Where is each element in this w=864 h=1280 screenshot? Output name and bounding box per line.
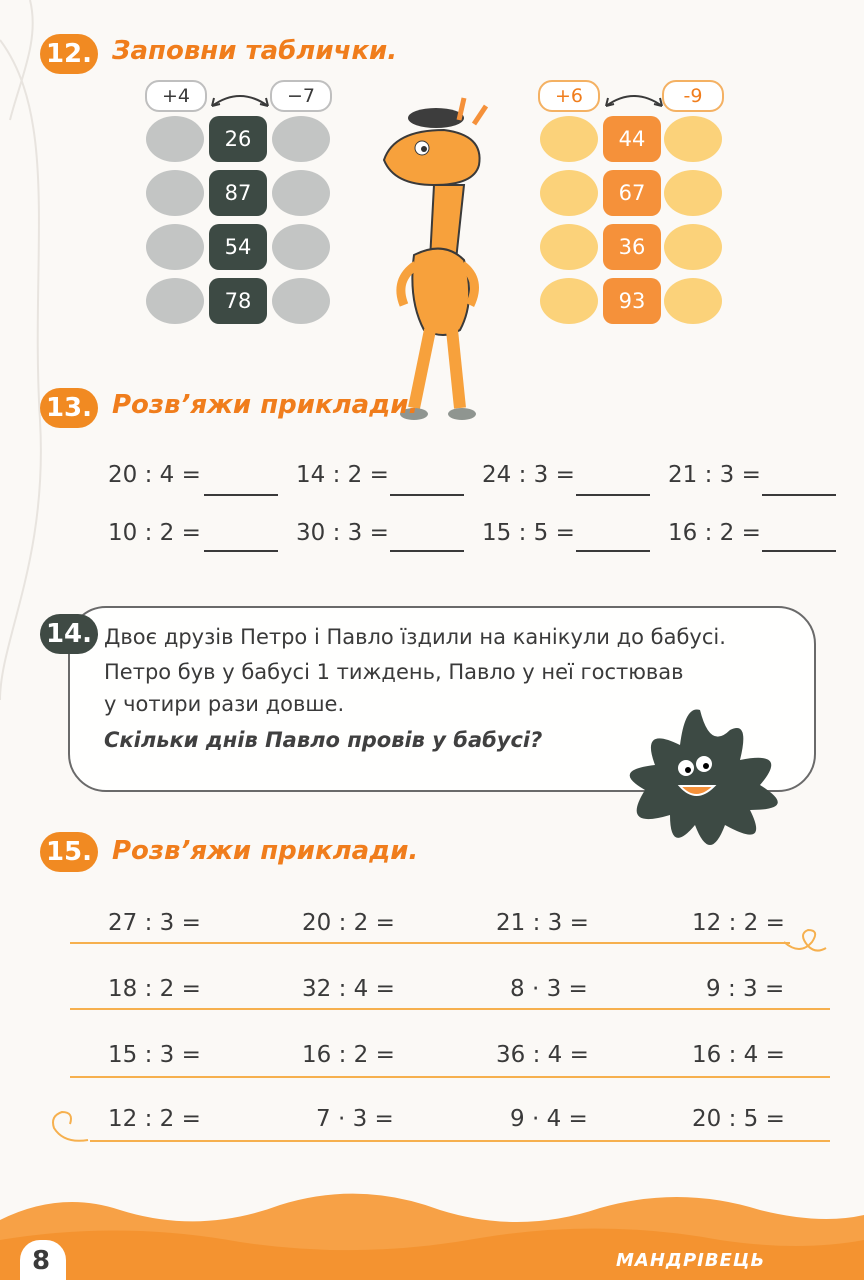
example: 14 : 2 = <box>296 462 389 488</box>
left-op-plus: +4 <box>145 80 207 112</box>
task-13-title: Розв’яжи приклади. <box>112 390 419 420</box>
example: 24 : 3 = <box>482 462 575 488</box>
problem-line-3: у чотири рази довше. <box>104 692 345 716</box>
example: 20 : 2 = <box>302 910 395 936</box>
right-input-cell[interactable] <box>664 224 722 270</box>
task-12-title: Заповни таблички. <box>112 36 398 66</box>
task-15-number: 15. <box>40 832 98 872</box>
answer-blank[interactable] <box>576 494 650 496</box>
swirl-decoration <box>44 1098 94 1148</box>
left-input-cell[interactable] <box>540 278 598 324</box>
answer-line[interactable] <box>70 942 790 944</box>
example: 9 · 4 = <box>510 1106 588 1132</box>
example: 32 : 4 = <box>302 976 395 1002</box>
left-input-cell[interactable] <box>540 170 598 216</box>
left-value: 54 <box>209 224 267 270</box>
swirl-decoration <box>780 924 830 960</box>
example: 15 : 3 = <box>108 1042 201 1068</box>
left-value: 78 <box>209 278 267 324</box>
task-15-title: Розв’яжи приклади. <box>112 836 419 866</box>
example: 7 · 3 = <box>316 1106 394 1132</box>
problem-line-1: Двоє друзів Петро і Павло їздили на канікули до бабусі. <box>104 625 726 649</box>
publisher-logo: МАНДРІВЕЦЬ <box>616 1250 766 1271</box>
left-input-cell[interactable] <box>540 224 598 270</box>
example: 27 : 3 = <box>108 910 201 936</box>
example: 8 · 3 = <box>510 976 588 1002</box>
problem-question: Скільки днів Павло провів у бабусі? <box>104 728 543 752</box>
answer-blank[interactable] <box>762 550 836 552</box>
answer-blank[interactable] <box>390 494 464 496</box>
right-value: 44 <box>603 116 661 162</box>
left-input-cell[interactable] <box>540 116 598 162</box>
problem-line-2: Петро був у бабусі 1 тиждень, Павло у неї гостював <box>104 660 684 684</box>
left-input-cell[interactable] <box>146 278 204 324</box>
example: 30 : 3 = <box>296 520 389 546</box>
left-op-minus: −7 <box>270 80 332 112</box>
right-value: 93 <box>603 278 661 324</box>
answer-line[interactable] <box>70 1008 830 1010</box>
example: 21 : 3 = <box>668 462 761 488</box>
answer-line[interactable] <box>70 1076 830 1078</box>
left-input-cell[interactable] <box>146 170 204 216</box>
answer-blank[interactable] <box>762 494 836 496</box>
task-14-number: 14. <box>40 614 98 654</box>
left-input-cell[interactable] <box>146 224 204 270</box>
giraffe-illustration <box>364 90 514 430</box>
example: 12 : 2 = <box>108 1106 201 1132</box>
example: 16 : 2 = <box>668 520 761 546</box>
right-input-cell[interactable] <box>272 224 330 270</box>
example: 18 : 2 = <box>108 976 201 1002</box>
example: 9 : 3 = <box>706 976 785 1002</box>
example: 20 : 4 = <box>108 462 201 488</box>
answer-blank[interactable] <box>204 550 278 552</box>
example: 36 : 4 = <box>496 1042 589 1068</box>
splat-character-illustration <box>600 690 800 870</box>
task-13-number: 13. <box>40 388 98 428</box>
example: 20 : 5 = <box>692 1106 785 1132</box>
answer-blank[interactable] <box>204 494 278 496</box>
right-value: 67 <box>603 170 661 216</box>
left-value: 87 <box>209 170 267 216</box>
answer-blank[interactable] <box>576 550 650 552</box>
answer-line[interactable] <box>90 1140 830 1142</box>
left-value: 26 <box>209 116 267 162</box>
example: 12 : 2 = <box>692 910 785 936</box>
right-input-cell[interactable] <box>272 278 330 324</box>
right-input-cell[interactable] <box>272 116 330 162</box>
answer-blank[interactable] <box>390 550 464 552</box>
task-12-number: 12. <box>40 34 98 74</box>
right-input-cell[interactable] <box>664 170 722 216</box>
example: 16 : 2 = <box>302 1042 395 1068</box>
page-number-text: 8 <box>32 1246 51 1276</box>
right-input-cell[interactable] <box>664 116 722 162</box>
right-value: 36 <box>603 224 661 270</box>
example: 16 : 4 = <box>692 1042 785 1068</box>
right-input-cell[interactable] <box>272 170 330 216</box>
example: 21 : 3 = <box>496 910 589 936</box>
right-op-plus: +6 <box>538 80 600 112</box>
left-arrows-icon <box>200 86 280 112</box>
right-op-minus: -9 <box>662 80 724 112</box>
example: 10 : 2 = <box>108 520 201 546</box>
left-input-cell[interactable] <box>146 116 204 162</box>
example: 15 : 5 = <box>482 520 575 546</box>
right-arrows-icon <box>594 86 674 112</box>
right-input-cell[interactable] <box>664 278 722 324</box>
